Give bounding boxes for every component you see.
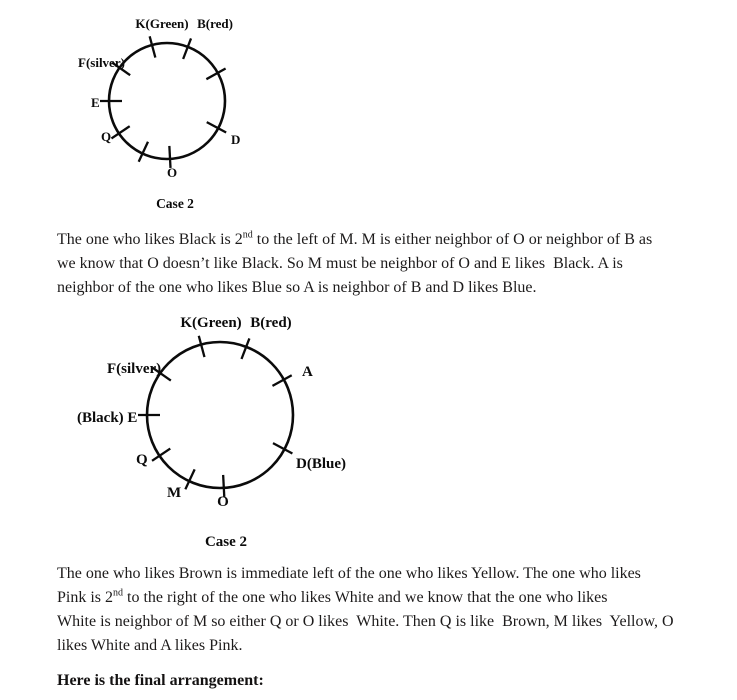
seat-label-f: F(silver) xyxy=(107,361,162,377)
text-segment: we know that O doesn’t like Black. So M must be neighbor of O and E likes Black. A is xyxy=(57,255,623,272)
solution-paragraph-1 xyxy=(57,228,652,300)
text-segment: to the left of M. M is either neighbor of O or neighbor of B as xyxy=(252,231,653,248)
para2-line2 xyxy=(57,586,674,610)
seat-label-k: K(Green) xyxy=(180,315,242,331)
seat-label-o: O xyxy=(217,494,229,510)
text-segment: neighbor of the one who likes Blue so A is neighbor of B and D likes Blue. xyxy=(57,279,537,296)
seat-label-k: K(Green) xyxy=(135,16,189,31)
para1-line1 xyxy=(57,228,652,252)
case2-initial-labels xyxy=(78,16,240,211)
seat-label-m: M xyxy=(167,485,182,501)
text-segment: White is neighbor of M so either Q or O likes White. Then Q is like Brown, M likes Yellow, O xyxy=(57,613,674,630)
solution-paragraph-2 xyxy=(57,562,674,658)
seat-label-q: Q xyxy=(101,129,112,144)
seat-label-q: Q xyxy=(136,452,148,468)
para2-line4 xyxy=(57,634,674,658)
arrangement-circle xyxy=(109,43,225,159)
seat-label-e: E xyxy=(91,95,100,110)
seat-tick xyxy=(199,336,205,357)
text-segment: The one who likes Brown is immediate left of the one who likes Yellow. The one who likes xyxy=(57,565,641,582)
text-segment: likes White and A likes Pink. xyxy=(57,637,243,654)
seat-tick xyxy=(150,36,156,57)
seat-label-b: B(red) xyxy=(197,16,233,31)
ordinal-superscript: nd xyxy=(113,587,124,599)
case2-solved-labels xyxy=(77,315,346,550)
para2-line3 xyxy=(57,610,674,634)
diagram-caption: Case 2 xyxy=(156,196,194,211)
seat-label-e: (Black) E xyxy=(77,410,138,426)
arrangement-circle xyxy=(147,342,293,488)
seat-label-b: B(red) xyxy=(250,315,292,331)
para1-line3 xyxy=(57,276,652,300)
text-segment: The one who likes Black is 2 xyxy=(57,231,243,248)
seat-label-a: A xyxy=(302,364,313,380)
seat-label-d: D(Blue) xyxy=(296,456,346,472)
seat-label-f: F(silver) xyxy=(78,55,125,70)
ordinal-superscript: nd xyxy=(242,229,253,241)
seat-label-o: O xyxy=(166,165,178,180)
para2-line1 xyxy=(57,562,674,586)
final-arrangement-heading: Here is the final arrangement: xyxy=(57,672,264,689)
text-segment: to the right of the one who likes White and we know that the one who likes xyxy=(123,589,608,606)
text-segment: Pink is 2 xyxy=(57,589,114,606)
diagram-caption: Case 2 xyxy=(204,534,248,550)
case2-circle-solved xyxy=(138,336,293,497)
seat-label-d: D xyxy=(231,132,241,147)
para1-line2 xyxy=(57,252,652,276)
